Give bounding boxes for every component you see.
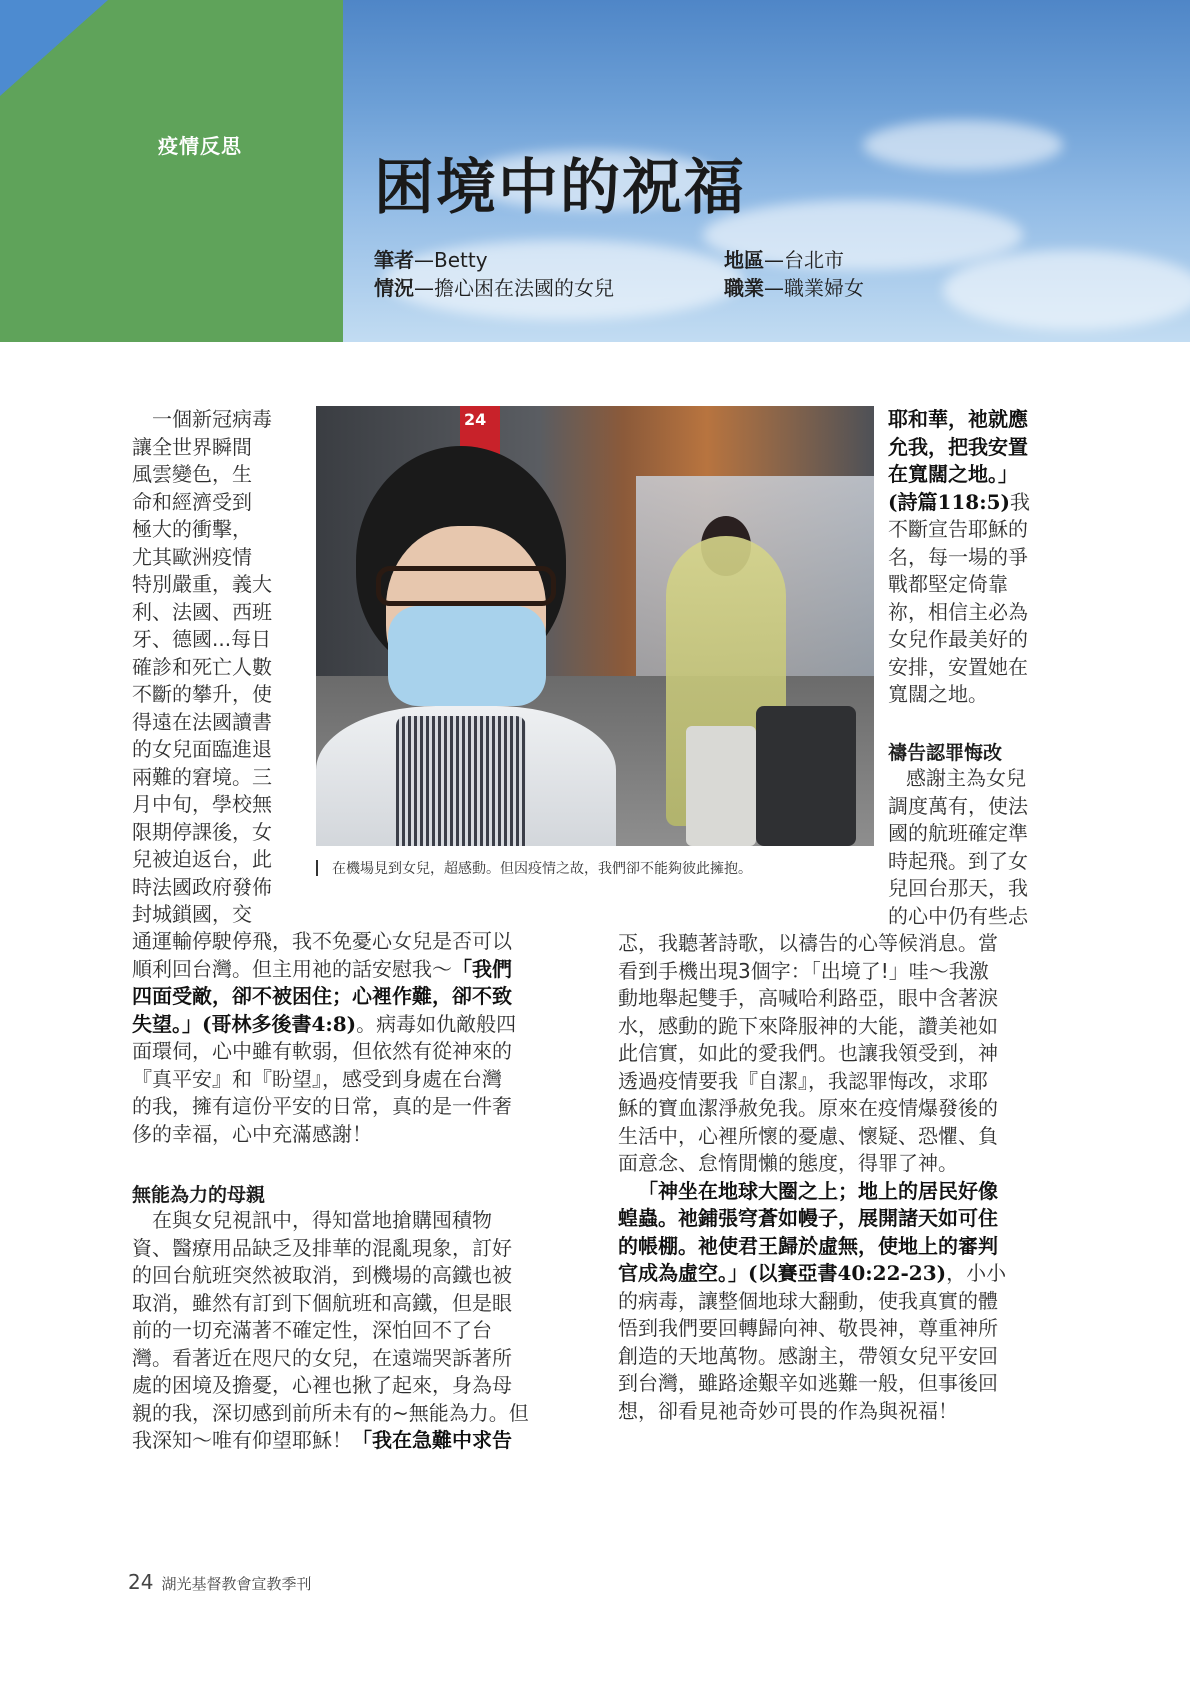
- col1-narrow-text: [132, 406, 292, 929]
- text-line: 戰都堅定倚靠: [888, 572, 1008, 596]
- text-line: 前的一切充滿著不確定性，深怕回不了台: [132, 1318, 492, 1342]
- text-line: 取消，雖然有訂到下個航班和高鐵，但是眼: [132, 1290, 512, 1315]
- text-line: 得遠在法國讀書: [132, 709, 272, 734]
- section-heading-helpless-mother: 無能為力的母親: [132, 1184, 266, 1206]
- text-line: 處的困境及擔憂，心裡也揪了起來，身為母: [132, 1373, 512, 1397]
- scripture-quote: 四面受敵，卻不被困住；心裡作難，卻不致: [132, 984, 512, 1008]
- caption-bar: [316, 860, 318, 876]
- text-line: 通運輸停駛停飛，我不免憂心女兒是否可以: [132, 929, 512, 953]
- text-line: 女兒作最美好的: [888, 627, 1028, 651]
- photo-face-mask: [388, 606, 546, 706]
- text-line: 面意念、怠惰閒懶的態度，得罪了神。: [618, 1151, 958, 1175]
- text-line: 封城鎖國，交: [132, 902, 252, 926]
- text-span: ，小小: [946, 1261, 1007, 1285]
- text-line: 動地舉起雙手，高喊哈利路亞，眼中含著淚: [618, 986, 998, 1010]
- scripture-quote: 允我，把我安置: [888, 434, 1028, 459]
- scripture-quote: 官成為虛空。」: [618, 1261, 748, 1285]
- text-line: 不斷宣告耶穌的: [888, 517, 1028, 541]
- text-line: 國的航班確定準: [888, 821, 1028, 845]
- text-line: 看到手機出現3個字：「出境了!」哇～我激: [618, 958, 989, 983]
- region-line: [724, 246, 844, 274]
- text-line: 穌的寶血潔淨赦免我。原來在疫情爆發後的: [618, 1096, 998, 1120]
- text-line: 牙、德國...每日: [132, 627, 272, 651]
- text-line: 兩難的窘境。三: [132, 764, 272, 789]
- section3-wide-text: [618, 930, 1058, 1425]
- text-line: 時法國政府發佈: [132, 874, 272, 899]
- text-line: 的心中仍有些忐: [888, 903, 1028, 928]
- text-line: 風雲變色，生: [132, 462, 252, 486]
- text-line: 面環伺，心中雖有軟弱，但依然有從神來的: [132, 1039, 512, 1063]
- page-number: 24: [128, 1570, 154, 1594]
- text-line: 極大的衝擊，: [132, 517, 252, 541]
- occupation-line: [724, 274, 864, 302]
- scripture-quote: 失望。」: [132, 1011, 202, 1036]
- scripture-quote: 的帳棚。祂使君王歸於虛無，使地上的審判: [618, 1233, 998, 1258]
- region-value: —台北市: [764, 248, 844, 272]
- photo-suitcase-black: [756, 706, 856, 846]
- text-line: 水，感動的跪下來降服神的大能，讚美祂如: [618, 1013, 998, 1038]
- col1-wide-text: [132, 928, 572, 1148]
- text-line: [132, 1427, 572, 1455]
- photo-sign-text: 24: [464, 410, 487, 429]
- header-green-block: [0, 0, 343, 342]
- text-line: 的我，擁有這份平安的日常，真的是一件奢: [132, 1094, 512, 1118]
- text-line: 安排，安置她在: [888, 654, 1028, 679]
- text-line: 感謝主為女兒: [906, 766, 1026, 790]
- text-span: 順利回台灣。但主用祂的話安慰我～: [132, 956, 452, 981]
- text-line: 生活中，心裡所懷的憂慮、懷疑、恐懼、負: [618, 1123, 998, 1148]
- text-line: 寬闊之地。: [888, 682, 988, 706]
- text-span: 。病毒如仇敵般四: [356, 1011, 517, 1036]
- scripture-reference: (哥林多後書4:8): [202, 1011, 357, 1036]
- text-line: 侈的幸福，心中充滿感謝！: [132, 1121, 372, 1146]
- author-line: [374, 246, 488, 274]
- page-title: 困境中的祝福: [374, 153, 746, 223]
- text-line: 在與女兒視訊中，得知當地搶購囤積物: [152, 1208, 492, 1232]
- section-heading-repentance: 禱告認罪悔改: [888, 742, 1003, 764]
- text-line: 的病毒，讓整個地球大翻動，使我真實的體: [618, 1288, 998, 1313]
- scripture-quote: 蝗蟲。祂鋪張穹蒼如幔子，展開諸天如可住: [618, 1206, 998, 1230]
- text-line: 不斷的攀升，使: [132, 682, 272, 706]
- text-line: 祢，相信主必為: [888, 599, 1028, 624]
- text-line: 特別嚴重，義大: [132, 572, 272, 596]
- text-line: 親的我，深切感到前所未有的~無能為力。但: [132, 1400, 529, 1425]
- scripture-quote: 「我在急難中求告: [352, 1428, 512, 1452]
- text-line: 兒被迫返台，此: [132, 847, 272, 871]
- text-line: 時起飛。到了女: [888, 848, 1028, 873]
- photo-suitcase-white: [686, 726, 756, 846]
- text-line: 此信實，如此的愛我們。也讓我領受到，神: [618, 1041, 998, 1065]
- occupation-value: —職業婦女: [764, 276, 864, 300]
- airport-selfie-photo: [316, 406, 874, 846]
- photo-caption: [316, 858, 752, 878]
- text-line: 讓全世界瞬間: [132, 434, 252, 459]
- text-line: 命和經濟受到: [132, 489, 252, 514]
- scripture-quote: 在寬闊之地。」: [888, 462, 1018, 486]
- text-line: 名，每一場的爭: [888, 544, 1028, 569]
- text-span: 我深知～唯有仰望耶穌！: [132, 1428, 352, 1452]
- text-line: [132, 956, 572, 984]
- text-line: 灣。看著近在咫尺的女兒，在遠端哭訴著所: [132, 1345, 512, 1370]
- text-line: 利、法國、西班: [132, 599, 272, 624]
- occupation-label: 職業: [724, 276, 764, 300]
- text-line: 一個新冠病毒: [152, 407, 272, 431]
- text-line: 資、醫療用品缺乏及排華的混亂現象，訂好: [132, 1235, 512, 1260]
- author-value: —Betty: [414, 248, 488, 272]
- text-line: [132, 1011, 572, 1039]
- scripture-reference: (以賽亞書40:22-23): [748, 1261, 947, 1285]
- text-line: 忑，我聽著詩歌，以禱告的心等候消息。當: [618, 931, 998, 955]
- scripture-quote: 耶和華，祂就應: [888, 407, 1028, 431]
- text-line: 確診和死亡人數: [132, 654, 272, 679]
- text-line: 兒回台那天，我: [888, 876, 1028, 900]
- photo-glasses: [376, 566, 556, 606]
- section3-narrow-text: [888, 765, 1058, 930]
- caption-text: 在機場見到女兒，超感動。但因疫情之故，我們卻不能夠彼此擁抱。: [332, 861, 752, 877]
- text-line: 的女兒面臨進退: [132, 737, 272, 761]
- text-line: 『真平安』和『盼望』，感受到身處在台灣: [132, 1066, 502, 1091]
- header-corner-triangle: [0, 0, 108, 96]
- author-label: 筆者: [374, 248, 414, 272]
- text-line: [618, 1260, 1058, 1288]
- text-line: 限期停課後，女: [132, 819, 272, 844]
- col3-top-text: [888, 406, 1058, 709]
- situation-line: [374, 274, 614, 302]
- text-line: 月中旬，學校無: [132, 792, 272, 816]
- text-line: 創造的天地萬物。感謝主，帶領女兒平安回: [618, 1343, 998, 1368]
- situation-value: —擔心困在法國的女兒: [414, 276, 614, 300]
- scripture-quote: 「神坐在地球大圈之上；地上的居民好像: [638, 1178, 998, 1203]
- text-span: 我: [1009, 489, 1030, 514]
- text-line: 到台灣，雖路途艱辛如逃難一般，但事後回: [618, 1371, 998, 1395]
- text-line: 悟到我們要回轉歸向神、敬畏神，尊重神所: [618, 1316, 998, 1340]
- text-line: 尤其歐洲疫情: [132, 544, 252, 569]
- scripture-quote: 「我們: [452, 956, 512, 981]
- text-line: 透過疫情要我『自潔』，我認罪悔改，求耶: [618, 1068, 988, 1093]
- page-footer: [128, 1570, 311, 1594]
- section2-text: [132, 1207, 572, 1455]
- text-line: 想，卻看見祂奇妙可畏的作為與祝福！: [618, 1398, 958, 1423]
- photo-mother-shirt: [396, 716, 526, 846]
- text-line: 的回台航班突然被取消，到機場的高鐵也被: [132, 1263, 512, 1287]
- text-line: [888, 489, 1058, 517]
- region-label: 地區: [724, 248, 764, 272]
- situation-label: 情況: [374, 276, 414, 300]
- section-label: 疫情反思: [158, 134, 242, 158]
- publication-name: 湖光基督教會宣教季刊: [161, 1575, 312, 1593]
- scripture-reference: (詩篇118:5): [888, 489, 1010, 514]
- text-line: 調度萬有，使法: [888, 793, 1028, 818]
